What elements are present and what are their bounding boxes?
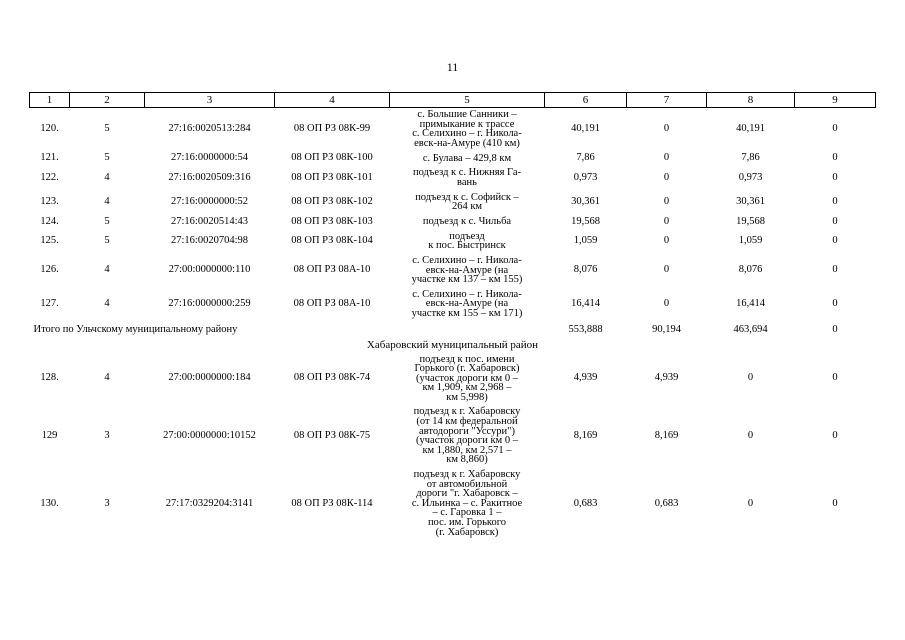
road-name (390, 468, 545, 540)
col-7-value: 0 (663, 298, 670, 310)
road-name-line: пос. им. Горького (427, 517, 507, 528)
cadastral-number: 27:16:0000000:52 (170, 196, 248, 208)
cadastral-number: 27:16:0000000:54 (170, 152, 248, 164)
road-name (390, 166, 545, 190)
col-8-value: 0 (747, 372, 754, 384)
road-name (390, 353, 545, 406)
header-cell: 5 (390, 93, 545, 108)
col-8-value: 1,059 (738, 235, 763, 247)
cadastral-number: 27:00:0000000:110 (168, 264, 251, 276)
total-label: Итого по Ульчскому муниципальному району (33, 323, 238, 335)
road-row (30, 288, 876, 322)
category: 5 (104, 123, 110, 135)
road-id: 08 ОП РЗ 08К-103 (291, 215, 373, 227)
road-name-line: (от 14 км федеральной (416, 416, 518, 428)
header-cell: 1 (30, 93, 70, 108)
road-name-line: (участок дороги км 0 – (416, 435, 518, 447)
length-km: 19,568 (571, 215, 600, 227)
road-row (30, 215, 876, 230)
cadastral-number: 27:16:0000000:259 (168, 298, 251, 310)
row-number: 124. (40, 215, 59, 227)
road-row (30, 353, 876, 406)
length-km: 8,076 (573, 264, 598, 276)
header-cell: 3 (145, 93, 275, 108)
road-name-line: – с. Гаровка 1 – (432, 507, 502, 519)
road-name-line: с. Большие Санники – (417, 109, 517, 120)
road-row (30, 191, 876, 215)
road-name-line: евск-на-Амуре (на (425, 264, 509, 276)
road-id: 08 ОП РЗ 08К-75 (293, 430, 371, 442)
total-col-8: 463,694 (733, 323, 768, 335)
road-name-line: (г. Хабаровск) (435, 526, 499, 538)
road-name-line: вань (457, 176, 477, 188)
col-7-value: 0 (663, 235, 670, 247)
district-total-row (30, 322, 876, 338)
road-row (30, 468, 876, 540)
category: 5 (104, 235, 110, 247)
road-name-line: участке км 155 – км 171) (411, 307, 523, 319)
road-name-line: 264 км (451, 201, 483, 213)
road-row (30, 151, 876, 166)
road-name-line: евск-на-Амуре (410 км) (414, 137, 520, 149)
road-id: 08 ОП РЗ 08К-99 (293, 123, 371, 135)
row-number: 127. (40, 298, 59, 310)
road-name-line: подъезд к г. Хабаровску (413, 406, 521, 418)
road-row (30, 405, 876, 468)
category: 4 (104, 171, 110, 183)
road-name-line: примыкание к трассе (419, 118, 515, 130)
section-title: Хабаровский муниципальный район (366, 339, 539, 351)
road-name-line: дороги "г. Хабаровск – (416, 488, 518, 500)
category: 4 (104, 264, 110, 276)
road-name-line: подъезд к г. Хабаровску (413, 469, 521, 481)
col-9-value: 0 (832, 171, 838, 183)
road-name-line: км 1,880, км 2,571 – (422, 444, 512, 456)
road-name-line: (участок дороги км 0 – (416, 372, 518, 384)
col-7-value: 0 (663, 152, 670, 164)
col-9-value: 0 (832, 123, 838, 135)
cadastral-number: 27:16:0020509:316 (168, 171, 251, 183)
road-name (390, 108, 545, 152)
header-cell: 9 (795, 93, 876, 108)
category: 4 (104, 196, 110, 208)
header-cell: 4 (275, 93, 390, 108)
cadastral-number: 27:00:0000000:184 (168, 372, 251, 384)
category: 3 (104, 497, 110, 509)
road-row (30, 230, 876, 254)
col-9-value: 0 (832, 497, 838, 509)
length-km: 4,939 (573, 372, 598, 384)
road-name-line: км 1,909, км 2,968 – (422, 382, 512, 394)
cadastral-number: 27:16:0020513:284 (168, 123, 251, 135)
road-id: 08 ОП РЗ 08К-101 (291, 171, 373, 183)
road-row (30, 166, 876, 190)
road-id: 08 ОП РЗ 08К-114 (291, 497, 373, 509)
road-id: 08 ОП РЗ 08К-74 (293, 372, 371, 384)
road-name (390, 191, 545, 215)
road-name-line: с. Ильинка – с. Ракитное (411, 497, 523, 509)
road-name (390, 288, 545, 322)
col-8-value: 16,414 (736, 298, 765, 310)
road-name-line: с. Селихино – г. Никола- (412, 288, 522, 300)
category: 5 (104, 215, 110, 227)
col-7-value: 4,939 (654, 372, 679, 384)
road-register-table (29, 92, 876, 540)
cadastral-number: 27:17:0329204:3141 (165, 497, 254, 509)
total-col-7: 90,194 (652, 323, 681, 335)
road-name (390, 230, 545, 254)
category: 3 (104, 430, 110, 442)
row-number: 126. (40, 264, 59, 276)
road-row (30, 254, 876, 288)
length-km: 0,683 (573, 497, 598, 509)
length-km: 8,169 (573, 430, 598, 442)
column-number-header-row (30, 93, 876, 108)
road-name-line: евск-на-Амуре (на (425, 298, 509, 310)
col-9-value: 0 (832, 372, 838, 384)
road-name-line: автодороги "Уссури") (419, 425, 515, 437)
header-cell: 6 (545, 93, 627, 108)
col-9-value: 0 (832, 430, 838, 442)
category: 4 (104, 298, 110, 310)
category: 4 (104, 372, 110, 384)
col-9-value: 0 (832, 196, 838, 208)
road-name-line: км 5,998) (446, 391, 488, 403)
row-number: 130. (40, 497, 59, 509)
col-7-value: 0 (663, 264, 670, 276)
row-number: 122. (40, 171, 59, 183)
col-9-value: 0 (832, 298, 838, 310)
row-number: 120. (40, 123, 59, 135)
road-name-line: от автомобильной (426, 478, 508, 490)
road-id: 08 ОП РЗ 08К-104 (291, 235, 373, 247)
road-name (390, 215, 545, 230)
col-8-value: 0 (747, 497, 754, 509)
col-8-value: 0 (747, 430, 754, 442)
road-name-line: участке км 137 – км 155) (411, 274, 523, 286)
length-km: 0,973 (573, 171, 598, 183)
col-7-value: 8,169 (654, 430, 679, 442)
col-7-value: 0,683 (654, 497, 679, 509)
length-km: 1,059 (573, 235, 598, 247)
col-9-value: 0 (832, 215, 838, 227)
col-8-value: 40,191 (736, 123, 765, 135)
page-number: 11 (446, 60, 459, 74)
total-col-9: 0 (832, 323, 838, 335)
row-number: 121. (40, 152, 59, 164)
cadastral-number: 27:16:0020704:98 (170, 235, 248, 247)
col-9-value: 0 (832, 264, 838, 276)
road-name (390, 405, 545, 468)
total-length: 553,888 (568, 323, 603, 335)
col-7-value: 0 (663, 215, 670, 227)
road-row (30, 108, 876, 152)
road-name-line: подъезд к с. Нижняя Га- (412, 167, 521, 179)
road-name-line: с. Булава – 429,8 км (422, 152, 512, 164)
col-9-value: 0 (832, 152, 838, 164)
road-name-line: подъезд к с. Чильба (422, 215, 512, 227)
row-number: 123. (40, 196, 59, 208)
header-cell: 2 (70, 93, 145, 108)
road-id: 08 ОП РЗ 08К-100 (291, 152, 373, 164)
road-name-line: подъезд к с. Софийск – (415, 191, 519, 203)
col-8-value: 7,86 (741, 152, 760, 164)
length-km: 7,86 (576, 152, 595, 164)
category: 5 (104, 152, 110, 164)
col-7-value: 0 (663, 196, 670, 208)
col-8-value: 19,568 (736, 215, 765, 227)
road-name-line: км 8,860) (446, 454, 488, 466)
col-7-value: 0 (663, 171, 670, 183)
road-name-line: к пос. Быстринск (428, 240, 506, 252)
length-km: 16,414 (571, 298, 600, 310)
road-id: 08 ОП РЗ 08А-10 (293, 264, 371, 276)
row-number: 125. (40, 235, 59, 247)
col-8-value: 8,076 (738, 264, 763, 276)
cadastral-number: 27:16:0020514:43 (170, 215, 248, 227)
road-id: 08 ОП РЗ 08А-10 (293, 298, 371, 310)
road-name (390, 151, 545, 166)
road-name-line: с. Селихино – г. Никола- (412, 128, 522, 140)
section-header-row (30, 338, 876, 353)
road-name-line: с. Селихино – г. Никола- (412, 254, 522, 266)
col-7-value: 0 (663, 123, 670, 135)
road-name-line: подъезд к пос. имени (419, 353, 515, 365)
col-9-value: 0 (832, 235, 838, 247)
road-name (390, 254, 545, 288)
row-number: 128. (40, 372, 59, 384)
header-cell: 7 (627, 93, 707, 108)
length-km: 30,361 (571, 196, 600, 208)
col-8-value: 0,973 (738, 171, 763, 183)
col-8-value: 30,361 (736, 196, 765, 208)
header-cell: 8 (707, 93, 795, 108)
road-name-line: подъезд (449, 230, 485, 242)
road-name-line: Горького (г. Хабаровск) (414, 363, 520, 375)
road-id: 08 ОП РЗ 08К-102 (291, 196, 373, 208)
cadastral-number: 27:00:0000000:10152 (163, 430, 256, 442)
row-number: 129 (41, 430, 58, 442)
length-km: 40,191 (571, 123, 600, 135)
